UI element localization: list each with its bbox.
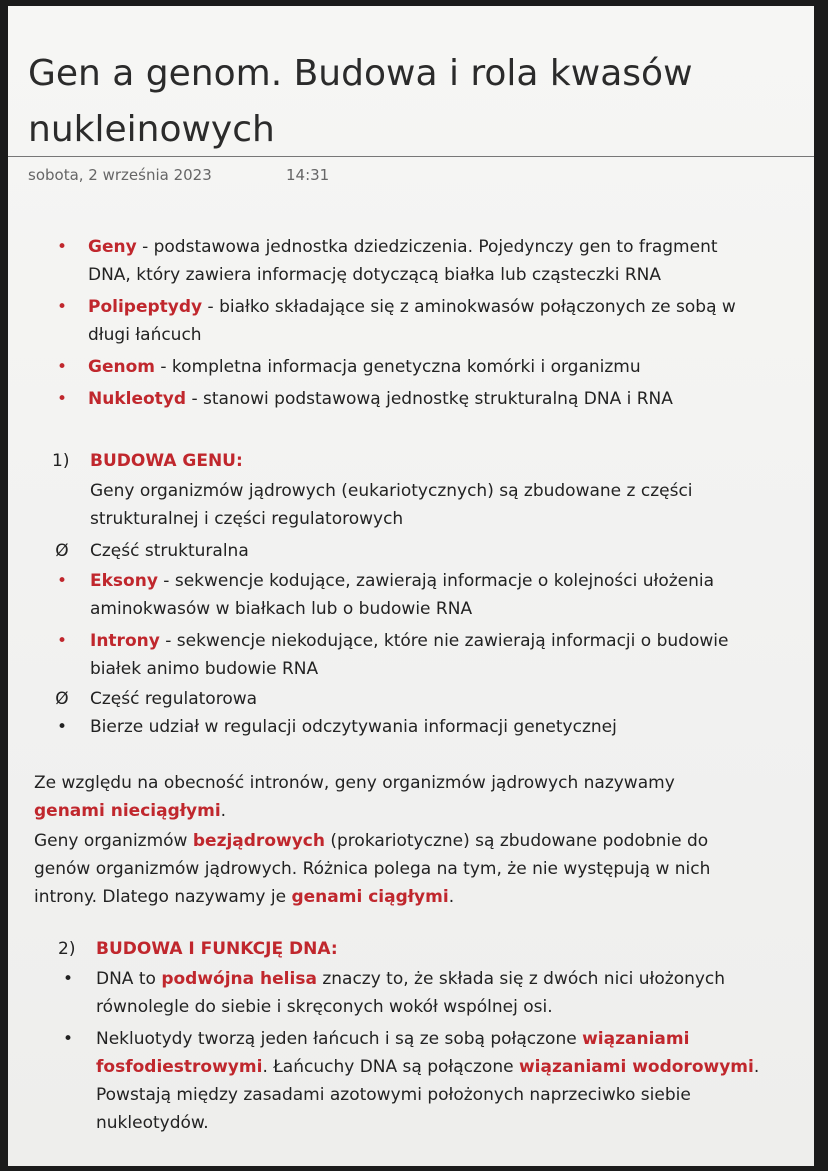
term-wiazaniami: wiązaniami bbox=[582, 1029, 690, 1049]
definition-line: Polipeptydy - białko składające się z aminokwasów połączonych ze sobą w bbox=[88, 297, 736, 317]
term-nukleotyd: Nukleotyd bbox=[88, 389, 187, 409]
term-genami-ciaglymi: genami ciągłymi bbox=[291, 887, 449, 907]
definition-continuation: długi łańcuch bbox=[88, 325, 202, 345]
bullet: • bbox=[56, 237, 68, 257]
note-time: 14:31 bbox=[286, 166, 330, 184]
title-divider bbox=[8, 156, 814, 157]
term-wiazaniami-wodorowymi: wiązaniami wodorowymi bbox=[518, 1057, 754, 1077]
arrow-marker: Ø bbox=[55, 541, 69, 561]
definition-line: Geny - podstawowa jednostka dziedziczenia. Pojedynczy gen to fragment bbox=[88, 237, 718, 257]
bullet: • bbox=[56, 717, 68, 737]
term-introny: Introny bbox=[90, 631, 160, 651]
regulatory-part-label: Część regulatorowa bbox=[90, 689, 258, 709]
definition-line: Nukleotyd - stanowi podstawową jednostkę strukturalną DNA i RNA bbox=[88, 389, 673, 409]
section-heading: BUDOWA I FUNKCJĘ DNA: bbox=[96, 939, 338, 959]
term-bezjadrowych: bezjądrowych bbox=[192, 831, 325, 851]
term-genom: Genom bbox=[88, 357, 155, 377]
bullet: • bbox=[56, 297, 68, 317]
term-podwojna-helisa: podwójna helisa bbox=[161, 969, 317, 989]
section-intro-continuation: strukturalnej i części regulatorowych bbox=[90, 509, 404, 529]
bullet: • bbox=[56, 571, 68, 591]
note-page: Gen a genom. Budowa i rola kwasów nukleinowych sobota, 2 września 2023 14:31 • Geny - podstawowa jednostka dziedziczenia. Pojedynczy gen to fragment DNA, który zawiera informację dotyczącą białka lub cząsteczki RNA • Polipeptydy - białko składające się z aminokwasów połączonych ze sobą w długi łańcuch • Genom - kompletna informacja genetyczna komórki i organizmu • Nukleotyd - stanowi podstawową jednostkę strukturalną DNA i RNA 1) BUDOWA GENU: Geny organizmów jądrowych (eukariotycznych) są zbudowane z części strukturalnej i części regulatorowych Ø Część strukturalna • Eksony - sekwencje kodujące, zawierają informacje o kolejności ułożenia aminokwasów w białkach lub o budowie RNA • Introny - sekwencje niekodujące, które nie zawierają informacji o budowie białek animo budowie RNA Ø Część regulatorowa • Bierze udział w regulacji odczytywania informacji genetycznej Ze względu na obecność intronów, geny organizmów jądrowych nazywamy genami nieciągłymi. Geny organizmów bezjądrowych (prokariotyczne) są zbudowane podobnie do genów organizmów jądrowych. Różnica polega na tym, że nie występują w nich introny. Dlatego nazywamy je genami ciągłymi. 2) BUDOWA I FUNKCJĘ DNA: • DNA to podwójna helisa znaczy to, że składa się z dwóch nici ułożonych równolegle do siebie i skręconych wokół wspólnej osi. • Nekluotydy tworzą jeden łańcuch i są ze sobą połączone wiązaniami fosfodiestrowymi. Łańcuchy DNA są połączone wiązaniami wodorowymi. Powstają między zasadami azotowymi położonych naprzeciwko siebie nukleotydów. bbox=[8, 6, 814, 1166]
bullet: • bbox=[56, 389, 68, 409]
introns-continuation: białek animo budowie RNA bbox=[90, 659, 319, 679]
bullet: • bbox=[62, 1029, 74, 1049]
paragraph-prokaryotes: Geny organizmów bezjądrowych (prokariotyczne) są zbudowane podobnie do genów organizmów jądrowych. Różnica polega na tym, że nie występują w nich introny. Dlatego nazywamy je genami ciągłymi. bbox=[34, 831, 711, 907]
definition-continuation: DNA, który zawiera informację dotyczącą białka lub cząsteczki RNA bbox=[88, 265, 661, 285]
regulatory-item: Bierze udział w regulacji odczytywania informacji genetycznej bbox=[90, 717, 617, 737]
term-genami-nieciaglymi: genami nieciągłymi bbox=[34, 801, 221, 821]
definition-line: Genom - kompletna informacja genetyczna komórki i organizmu bbox=[88, 357, 641, 377]
term-geny: Geny bbox=[88, 237, 137, 257]
note-date: sobota, 2 września 2023 bbox=[28, 166, 212, 184]
term-eksony: Eksony bbox=[90, 571, 158, 591]
arrow-marker: Ø bbox=[55, 689, 69, 709]
term-polipeptydy: Polipeptydy bbox=[88, 297, 203, 317]
section-intro: Geny organizmów jądrowych (eukariotycznych) są zbudowane z części bbox=[90, 481, 693, 501]
page-title: Gen a genom. Budowa i rola kwasów nukleinowych bbox=[28, 53, 693, 150]
exons-continuation: aminokwasów w białkach lub o budowie RNA bbox=[90, 599, 473, 619]
term-fosfodiestrowymi: fosfodiestrowymi bbox=[96, 1057, 263, 1077]
bullet: • bbox=[62, 969, 74, 989]
bullet: • bbox=[56, 357, 68, 377]
section-number: 2) bbox=[58, 939, 76, 959]
paragraph-nonconti: Ze względu na obecność intronów, geny organizmów jądrowych nazywamy genami nieciągłymi. bbox=[34, 773, 675, 821]
section-number: 1) bbox=[52, 451, 70, 471]
bullet: • bbox=[56, 631, 68, 651]
section-heading: BUDOWA GENU: bbox=[90, 451, 243, 471]
structural-part-label: Część strukturalna bbox=[90, 541, 249, 561]
